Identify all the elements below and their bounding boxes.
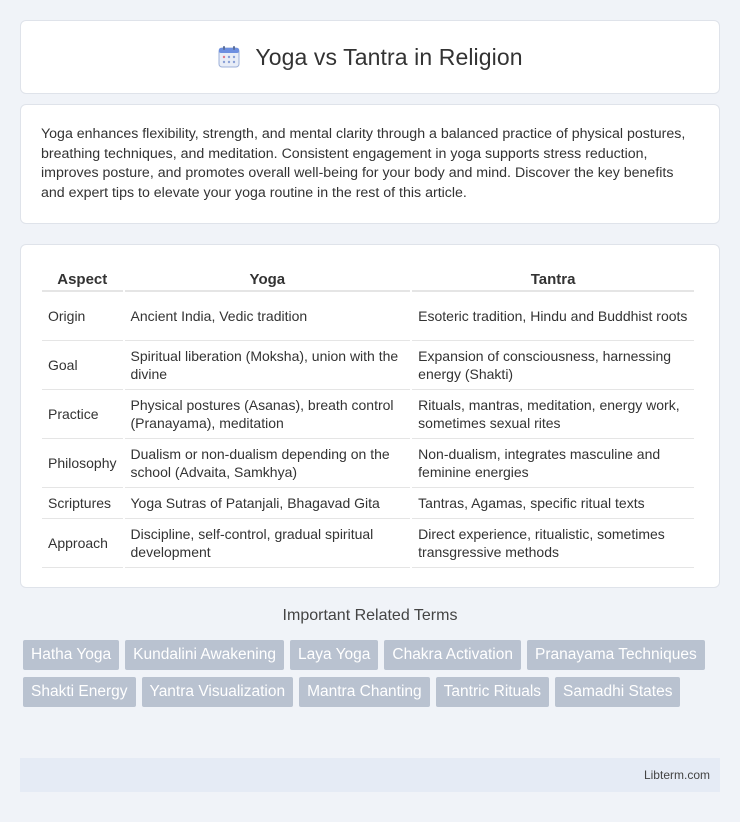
- table-header-row: [42, 265, 694, 292]
- cell-aspect: Goal: [42, 341, 123, 390]
- tag-tantric-rituals[interactable]: Tantric Rituals: [436, 677, 549, 707]
- tag-hatha-yoga[interactable]: Hatha Yoga: [23, 640, 119, 670]
- header-content: [217, 44, 522, 71]
- page-title: Yoga vs Tantra in Religion: [255, 43, 523, 70]
- footer: [20, 758, 720, 792]
- related-terms-title: Important Related Terms: [282, 607, 458, 624]
- intro-text: Yoga enhances flexibility, strength, and mental clarity through a balanced practice of physical postures, breathing techniques, and meditation. Consistent engagement in yoga supports stress reduction, improves posture, and promotes overall well-being for your body and mind. Discover the key benefits and expert tips to elevate your yoga routine in the rest of this article.: [41, 126, 686, 201]
- cell-tantra: Non-dualism, integrates masculine and feminine energies: [412, 439, 694, 488]
- table-row: [42, 292, 694, 341]
- cell-yoga: Dualism or non-dualism depending on the school (Advaita, Samkhya): [125, 439, 411, 488]
- table-row: [42, 519, 694, 568]
- comparison-table: [40, 265, 696, 568]
- tag-shakti-energy[interactable]: Shakti Energy: [23, 677, 136, 707]
- table-row: [42, 341, 694, 390]
- table-row: [42, 488, 694, 519]
- cell-yoga: Discipline, self-control, gradual spiritual development: [125, 519, 411, 568]
- cell-tantra: Tantras, Agamas, specific ritual texts: [412, 488, 694, 519]
- cell-tantra: Rituals, mantras, meditation, energy work, sometimes sexual rites: [412, 390, 694, 439]
- cell-yoga: Spiritual liberation (Moksha), union with the divine: [125, 341, 411, 390]
- cell-aspect: Philosophy: [42, 439, 123, 488]
- cell-aspect: Practice: [42, 390, 123, 439]
- cell-aspect: Approach: [42, 519, 123, 568]
- cell-aspect: Origin: [42, 292, 123, 341]
- cell-tantra: Direct experience, ritualistic, sometimes transgressive methods: [412, 519, 694, 568]
- tag-kundalini-awakening[interactable]: Kundalini Awakening: [125, 640, 284, 670]
- related-terms-list: [23, 640, 723, 707]
- tag-laya-yoga[interactable]: Laya Yoga: [290, 640, 378, 670]
- comparison-card: [20, 244, 720, 588]
- cell-yoga: Ancient India, Vedic tradition: [125, 292, 411, 341]
- footer-site-link[interactable]: Libterm.com: [643, 768, 710, 782]
- header-card: [20, 20, 720, 94]
- cell-aspect: Scriptures: [42, 488, 123, 519]
- header-aspect: Aspect: [42, 265, 123, 292]
- header-yoga: Yoga: [125, 265, 411, 292]
- table-row: [42, 390, 694, 439]
- cell-tantra: Esoteric tradition, Hindu and Buddhist roots: [412, 292, 694, 341]
- header-tantra: Tantra: [412, 265, 694, 292]
- tag-chakra-activation[interactable]: Chakra Activation: [384, 640, 521, 670]
- table-row: [42, 439, 694, 488]
- tag-pranayama-techniques[interactable]: Pranayama Techniques: [527, 640, 705, 670]
- cell-tantra: Expansion of consciousness, harnessing energy (Shakti): [412, 341, 694, 390]
- calendar-icon: [217, 45, 241, 69]
- tag-yantra-visualization[interactable]: Yantra Visualization: [142, 677, 294, 707]
- tag-samadhi-states[interactable]: Samadhi States: [555, 677, 680, 707]
- tag-mantra-chanting[interactable]: Mantra Chanting: [299, 677, 430, 707]
- cell-yoga: Yoga Sutras of Patanjali, Bhagavad Gita: [125, 488, 411, 519]
- intro-card: [20, 104, 720, 224]
- cell-yoga: Physical postures (Asanas), breath control (Pranayama), meditation: [125, 390, 411, 439]
